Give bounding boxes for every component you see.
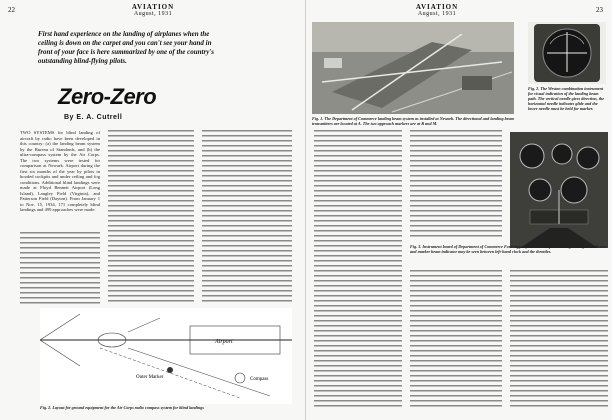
text-column-2 xyxy=(108,130,194,304)
masthead-issue: August, 1931 xyxy=(133,11,173,17)
masthead-left xyxy=(118,4,188,18)
lead-paragraph: TWO SYSTEMS for blind landing of aircraft by radio have been developed in this country: (a) the landing beam system by the Bureau of Standards, and (b) the ultra-compass system by the Air Corps. The two systems were tested for comparison at Newark. Airport during the first six months of the year by pilots in hooded cockpits and under ceiling and fog conditions. Additional blind landings were made at Floyd Bennett Airport (Long Island), Langley Field (Virginia), and Patterson Field (Dayton). From January 1 to Nov. 15, 1934, 171 completely blind landings and 499 approaches were made. xyxy=(20,130,100,212)
figure-2-layout-diagram xyxy=(40,308,292,404)
instrument-dial-svg xyxy=(528,22,606,84)
figure-3-caption: Fig. 3. Instrument board of Department of Commerce Ford rigged for radio compass landings. Compass indicator and marker beam indicator may be seen between left-hand clock and the throttles. xyxy=(410,244,607,254)
label-compass: Compass xyxy=(250,377,269,382)
page-number-right: 23 xyxy=(596,6,603,14)
text-column-4 xyxy=(314,130,402,410)
label-outer-marker: Outer Marker xyxy=(136,375,164,380)
article-lead-column xyxy=(20,130,100,230)
masthead-right xyxy=(402,4,472,18)
figure-1-caption: Fig. 1. The Department of Commerce landing beam system as installed at Newark. The directional and landing beam transmitters are located at A. The two approach markers are at B and M. xyxy=(312,116,514,126)
text-column-6 xyxy=(410,270,502,410)
masthead-title: AVIATION xyxy=(131,3,175,11)
figure-1-aerial-photo xyxy=(312,22,514,114)
text-column-1 xyxy=(20,232,100,304)
figure-2-caption: Fig. 2. Layout for ground equipment for the Air Corps radio compass system for blind landings xyxy=(40,405,204,410)
label-airport: Airport xyxy=(215,339,233,345)
article-title: Zero-Zero xyxy=(58,84,157,109)
text-column-5 xyxy=(410,130,502,238)
text-column-3 xyxy=(202,130,292,304)
cockpit-panel-svg xyxy=(510,132,608,248)
figure-2-instrument-photo xyxy=(528,22,606,84)
masthead-issue: August, 1931 xyxy=(417,11,457,17)
layout-diagram-svg xyxy=(40,308,292,404)
figure-2-instrument-caption: Fig. 2. The Weston combination instrument for visual indication of the landing beam path. The vertical needle gives direction, the horizontal needle indicates glide and the lower needle must be held for marker. xyxy=(528,86,605,111)
text-column-7 xyxy=(510,270,608,410)
masthead-title: AVIATION xyxy=(415,3,459,11)
figure-3-cockpit-photo xyxy=(510,132,608,248)
article-intro: First hand experience on the landing of airplanes when the ceiling is down on the carpet and you can't see your hand in front of your face is here summarized by one of the country's outstanding blind-flying pilots. xyxy=(38,30,214,65)
page-number-left: 22 xyxy=(8,6,15,14)
aerial-photo-svg xyxy=(312,22,514,114)
right-page xyxy=(306,0,612,420)
article-byline: By E. A. Cutrell xyxy=(64,114,123,121)
